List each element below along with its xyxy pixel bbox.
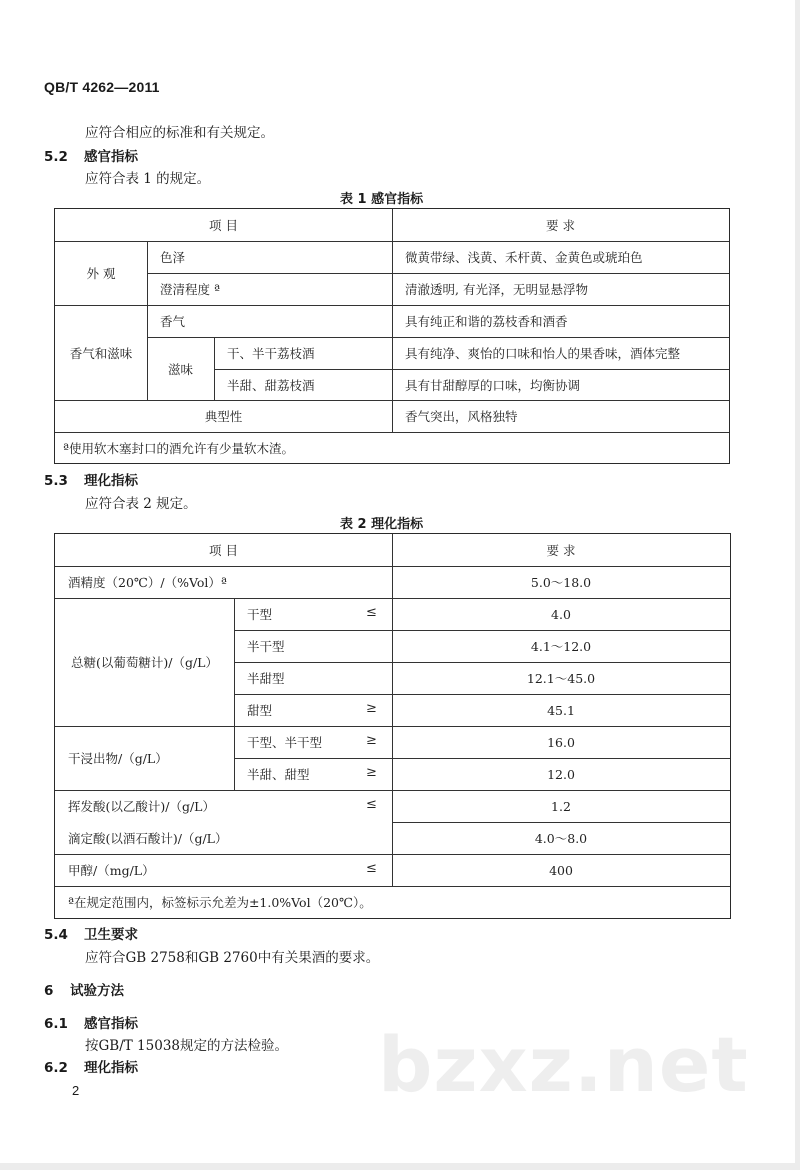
table2-row-item: 滴定酸(以酒石酸计)/（g/L） <box>68 831 228 846</box>
section-6-1-body: 按GB/T 15038规定的方法检验。 <box>85 1038 288 1054</box>
table1-row-requirement: 具有纯正和谐的荔枝香和酒香 <box>405 314 568 329</box>
table2-row-sub: 半甜型 <box>247 671 285 686</box>
section-number: 6.2 <box>44 1060 68 1076</box>
table1-row-requirement: 清澈透明, 有光泽，无明显悬浮物 <box>405 282 588 297</box>
section-title: 感官指标 <box>84 1016 138 1032</box>
section-6-2-heading <box>44 1056 138 1076</box>
less-equal-symbol: ≤ <box>366 861 377 876</box>
table2-row-value: 4.1～12.0 <box>530 639 592 654</box>
table1-row-requirement: 具有甘甜醇厚的口味，均衡协调 <box>405 377 581 393</box>
section-number: 6 <box>44 983 54 999</box>
greater-equal-symbol: ≥ <box>366 765 377 780</box>
section-6-heading <box>44 979 124 999</box>
section-number: 6.1 <box>44 1016 68 1032</box>
section-number: 5.2 <box>44 149 68 165</box>
table2-footnote: ª在规定范围内，标签标示允差为±1.0%Vol（20℃）。 <box>68 895 372 910</box>
group-appearance: 外 观 <box>86 266 116 281</box>
table2-row-sub: 干型 <box>247 607 273 622</box>
table1-row-item: 香气 <box>160 314 186 329</box>
table2-row-item: 甲醇/（mg/L） <box>68 863 155 878</box>
table2-row-value: 4.0 <box>551 606 571 622</box>
table1-row-requirement: 香气突出，风格独特 <box>405 409 518 424</box>
table2-group-total-sugar: 总糖(以葡萄糖计)/（g/L） <box>71 655 218 670</box>
table2-row-sub: 干型、半干型 <box>247 735 323 750</box>
table1-footnote: ª使用软木塞封口的酒允许有少量软木渣。 <box>63 440 294 456</box>
table1-row-item: 典型性 <box>204 409 243 424</box>
section-5-4-body: 应符合GB 2758和GB 2760中有关果酒的要求。 <box>85 950 380 966</box>
table2-header-item: 项 目 <box>209 543 238 558</box>
table1-header-item: 项 目 <box>209 218 238 233</box>
table2-row-value: 5.0～18.0 <box>530 575 592 590</box>
table2-row-value: 400 <box>549 862 573 878</box>
table2-row-sub: 半甜、甜型 <box>247 767 310 782</box>
table1-row-item: 色泽 <box>160 250 186 265</box>
table1-row-item: 澄清程度 ª <box>160 282 220 297</box>
section-5-3-heading <box>44 469 138 489</box>
table2-row-item: 酒精度（20℃）/（%Vol）ª <box>68 575 227 590</box>
section-title: 感官指标 <box>84 149 138 165</box>
section-5-2-heading <box>44 145 138 165</box>
greater-equal-symbol: ≥ <box>366 733 377 748</box>
table2-row-value: 45.1 <box>547 702 575 718</box>
page-edge <box>0 1163 800 1170</box>
section-title: 理化指标 <box>84 1060 138 1076</box>
table2-row-sub: 甜型 <box>247 703 273 718</box>
less-equal-symbol: ≤ <box>366 605 377 620</box>
group-taste: 滋味 <box>167 361 193 377</box>
section-number: 5.3 <box>44 473 68 489</box>
table1-row-item: 半甜、甜荔枝酒 <box>227 377 315 393</box>
greater-equal-symbol: ≥ <box>366 701 377 716</box>
section-5-3-body: 应符合表 2 规定。 <box>85 496 197 512</box>
table2-row-sub: 半干型 <box>247 639 285 654</box>
table2-header-requirement: 要 求 <box>546 543 576 558</box>
table1-row-requirement: 具有纯净、爽怡的口味和怡人的果香味，酒体完整 <box>405 346 681 361</box>
table2-group-dry-extract: 干浸出物/（g/L） <box>68 751 168 766</box>
section-6-1-heading <box>44 1012 138 1032</box>
group-aroma-taste: 香气和滋味 <box>69 345 133 361</box>
table2-row-value: 12.0 <box>547 766 575 782</box>
watermark: bzxz.net <box>378 1020 749 1109</box>
table1-row-requirement: 微黄带绿、浅黄、禾杆黄、金黄色或琥珀色 <box>405 250 643 265</box>
page-number: 2 <box>72 1083 80 1098</box>
standard-code: QB/T 4262—2011 <box>44 79 160 95</box>
section-title: 试验方法 <box>70 983 124 999</box>
intro-paragraph: 应符合相应的标准和有关规定。 <box>85 125 274 141</box>
table1-caption: 表 1 感官指标 <box>340 192 424 207</box>
page-edge <box>795 0 800 1170</box>
section-5-2-body: 应符合表 1 的规定。 <box>85 171 211 187</box>
section-5-4-heading <box>44 923 138 943</box>
section-title: 理化指标 <box>84 473 138 489</box>
table2-caption: 表 2 理化指标 <box>340 517 424 532</box>
table2-row-value: 16.0 <box>547 734 575 750</box>
table1-row-item: 干、半干荔枝酒 <box>227 346 315 361</box>
section-number: 5.4 <box>44 927 68 943</box>
table2-row-value: 1.2 <box>551 798 571 814</box>
table1-header-requirement: 要 求 <box>546 218 575 233</box>
section-title: 卫生要求 <box>84 927 138 943</box>
less-equal-symbol: ≤ <box>366 797 377 812</box>
table2-row-item: 挥发酸(以乙酸计)/（g/L） <box>68 799 215 814</box>
table2-row-value: 4.0～8.0 <box>534 831 588 846</box>
table2-row-value: 12.1～45.0 <box>526 671 596 686</box>
